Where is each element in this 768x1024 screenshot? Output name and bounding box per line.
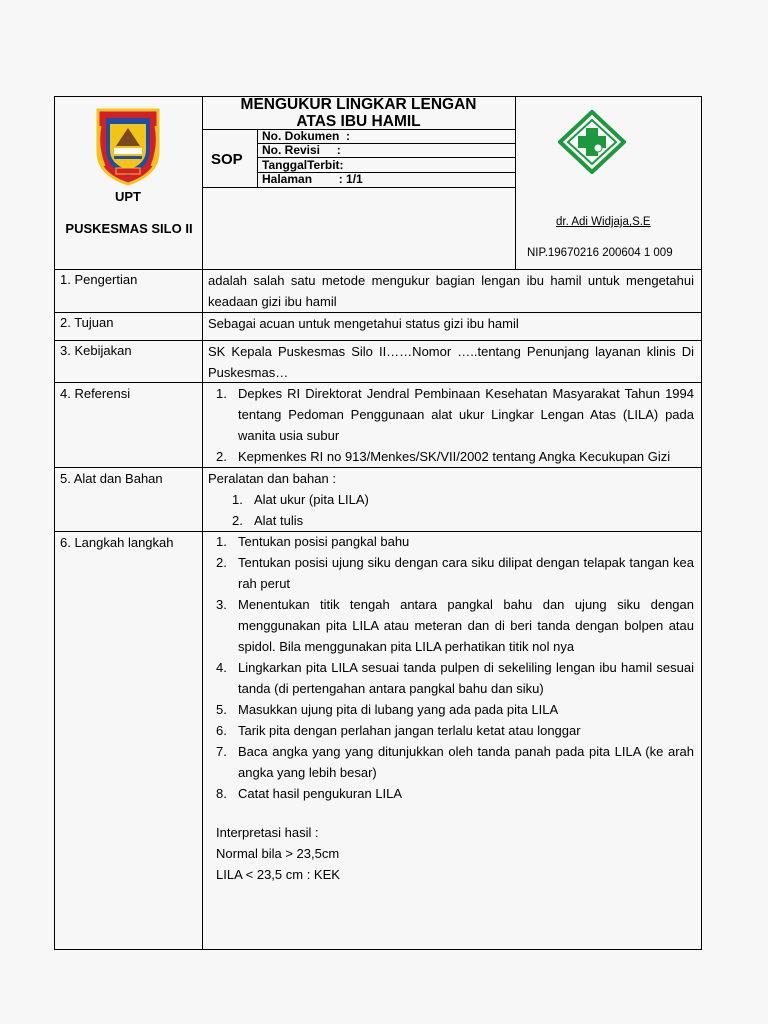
sop-label: SOP	[211, 151, 243, 168]
puskesmas-logo-icon	[558, 110, 626, 174]
signatory-nip: NIP.19670216 200604 1 009	[527, 247, 673, 259]
upt-label: UPT	[115, 189, 141, 204]
interpretasi-title: Interpretasi hasil :	[216, 825, 319, 840]
label-pengertian: 1. Pengertian	[60, 272, 138, 287]
tanggal-terbit: TanggalTerbit:	[262, 158, 344, 172]
document-title	[202, 96, 515, 130]
interpretasi-normal: Normal bila > 23,5cm	[216, 846, 340, 861]
col-divider-right	[515, 96, 516, 269]
list-item: 1. Tentukan posisi pangkal bahu	[216, 534, 410, 549]
label-langkah: 6. Langkah langkah	[60, 535, 174, 550]
list-item: 3. Menentukan titik tengah antara pangkal bahu dan ujung siku dengan menggunakan pita LILA atau meteran dan di beri tanda dengan bolpen atau spidol. Bila menggunakan pita LILA perhatikan titik nol nya	[216, 597, 694, 654]
alat-intro: Peralatan dan bahan :	[208, 471, 336, 486]
puskesmas-name: PUSKESMAS SILO II	[65, 221, 193, 236]
label-kebijakan: 3. Kebijakan	[60, 343, 132, 358]
no-revisi: No. Revisi :	[262, 143, 341, 157]
text-tujuan: Sebagai acuan untuk mengetahui status gizi ibu hamil	[208, 316, 519, 331]
langkah-list	[216, 531, 694, 804]
meta-bottom-line	[202, 187, 515, 188]
halaman: Halaman : 1/1	[262, 172, 363, 186]
list-item: 1. Depkes RI Direktorat Jendral Pembinaan Kesehatan Masyarakat Tahun 1994 tentang Pedoman Penggunaan alat ukur Lingkar Lengan Atas (LILA) pada wanita usia subur	[216, 386, 694, 443]
list-item: 5. Masukkan ujung pita di lubang yang ada pada pita LILA	[216, 702, 559, 717]
list-item: 2. Tentukan posisi ujung siku dengan cara siku dilipat dengan telapak tangan kea rah perut	[216, 555, 694, 591]
list-item: 7. Baca angka yang yang ditunjukkan oleh tanda panah pada pita LILA (ke arah angka yang lebih besar)	[216, 744, 694, 780]
label-tujuan: 2. Tujuan	[60, 315, 114, 330]
title-line-1: MENGUKUR LINGKAR LENGAN	[240, 96, 477, 113]
text-kebijakan: SK Kepala Puskesmas Silo II……Nomor …..tentang Penunjang layanan klinis Di Puskesmas…	[208, 344, 694, 380]
label-referensi: 4. Referensi	[60, 386, 131, 401]
regency-emblem-icon	[94, 106, 162, 186]
signatory-name: dr. Adi Widjaja,S.E	[556, 216, 651, 228]
list-item: 1. Alat ukur (pita LILA)	[232, 492, 369, 507]
referensi-list	[216, 383, 694, 467]
title-line-2: ATAS IBU HAMIL	[296, 113, 421, 130]
sop-divider	[257, 129, 258, 187]
no-dokumen: No. Dokumen :	[262, 129, 351, 143]
list-item: 2. Alat tulis	[232, 513, 304, 528]
list-item: 6. Tarik pita dengan perlahan jangan terlalu ketat atau longgar	[216, 723, 581, 738]
list-item: 2. Kepmenkes RI no 913/Menkes/SK/VII/2002 tentang Angka Kecukupan Gizi	[216, 449, 671, 464]
interpretasi-kek: LILA < 23,5 cm : KEK	[216, 867, 340, 882]
col-divider-left	[202, 96, 203, 950]
text-pengertian: adalah salah satu metode mengukur bagian lengan ibu hamil untuk mengetahui keadaan gizi ibu hamil	[208, 273, 694, 309]
alat-list	[232, 489, 672, 531]
list-item: 4. Lingkarkan pita LILA sesuai tanda pulpen di sekeliling lengan ibu hamil sesuai tanda (di pertengahan antara pangkal bahu dan siku)	[216, 660, 694, 696]
list-item: 8. Catat hasil pengukuran LILA	[216, 786, 403, 801]
label-alat: 5. Alat dan Bahan	[60, 471, 163, 486]
